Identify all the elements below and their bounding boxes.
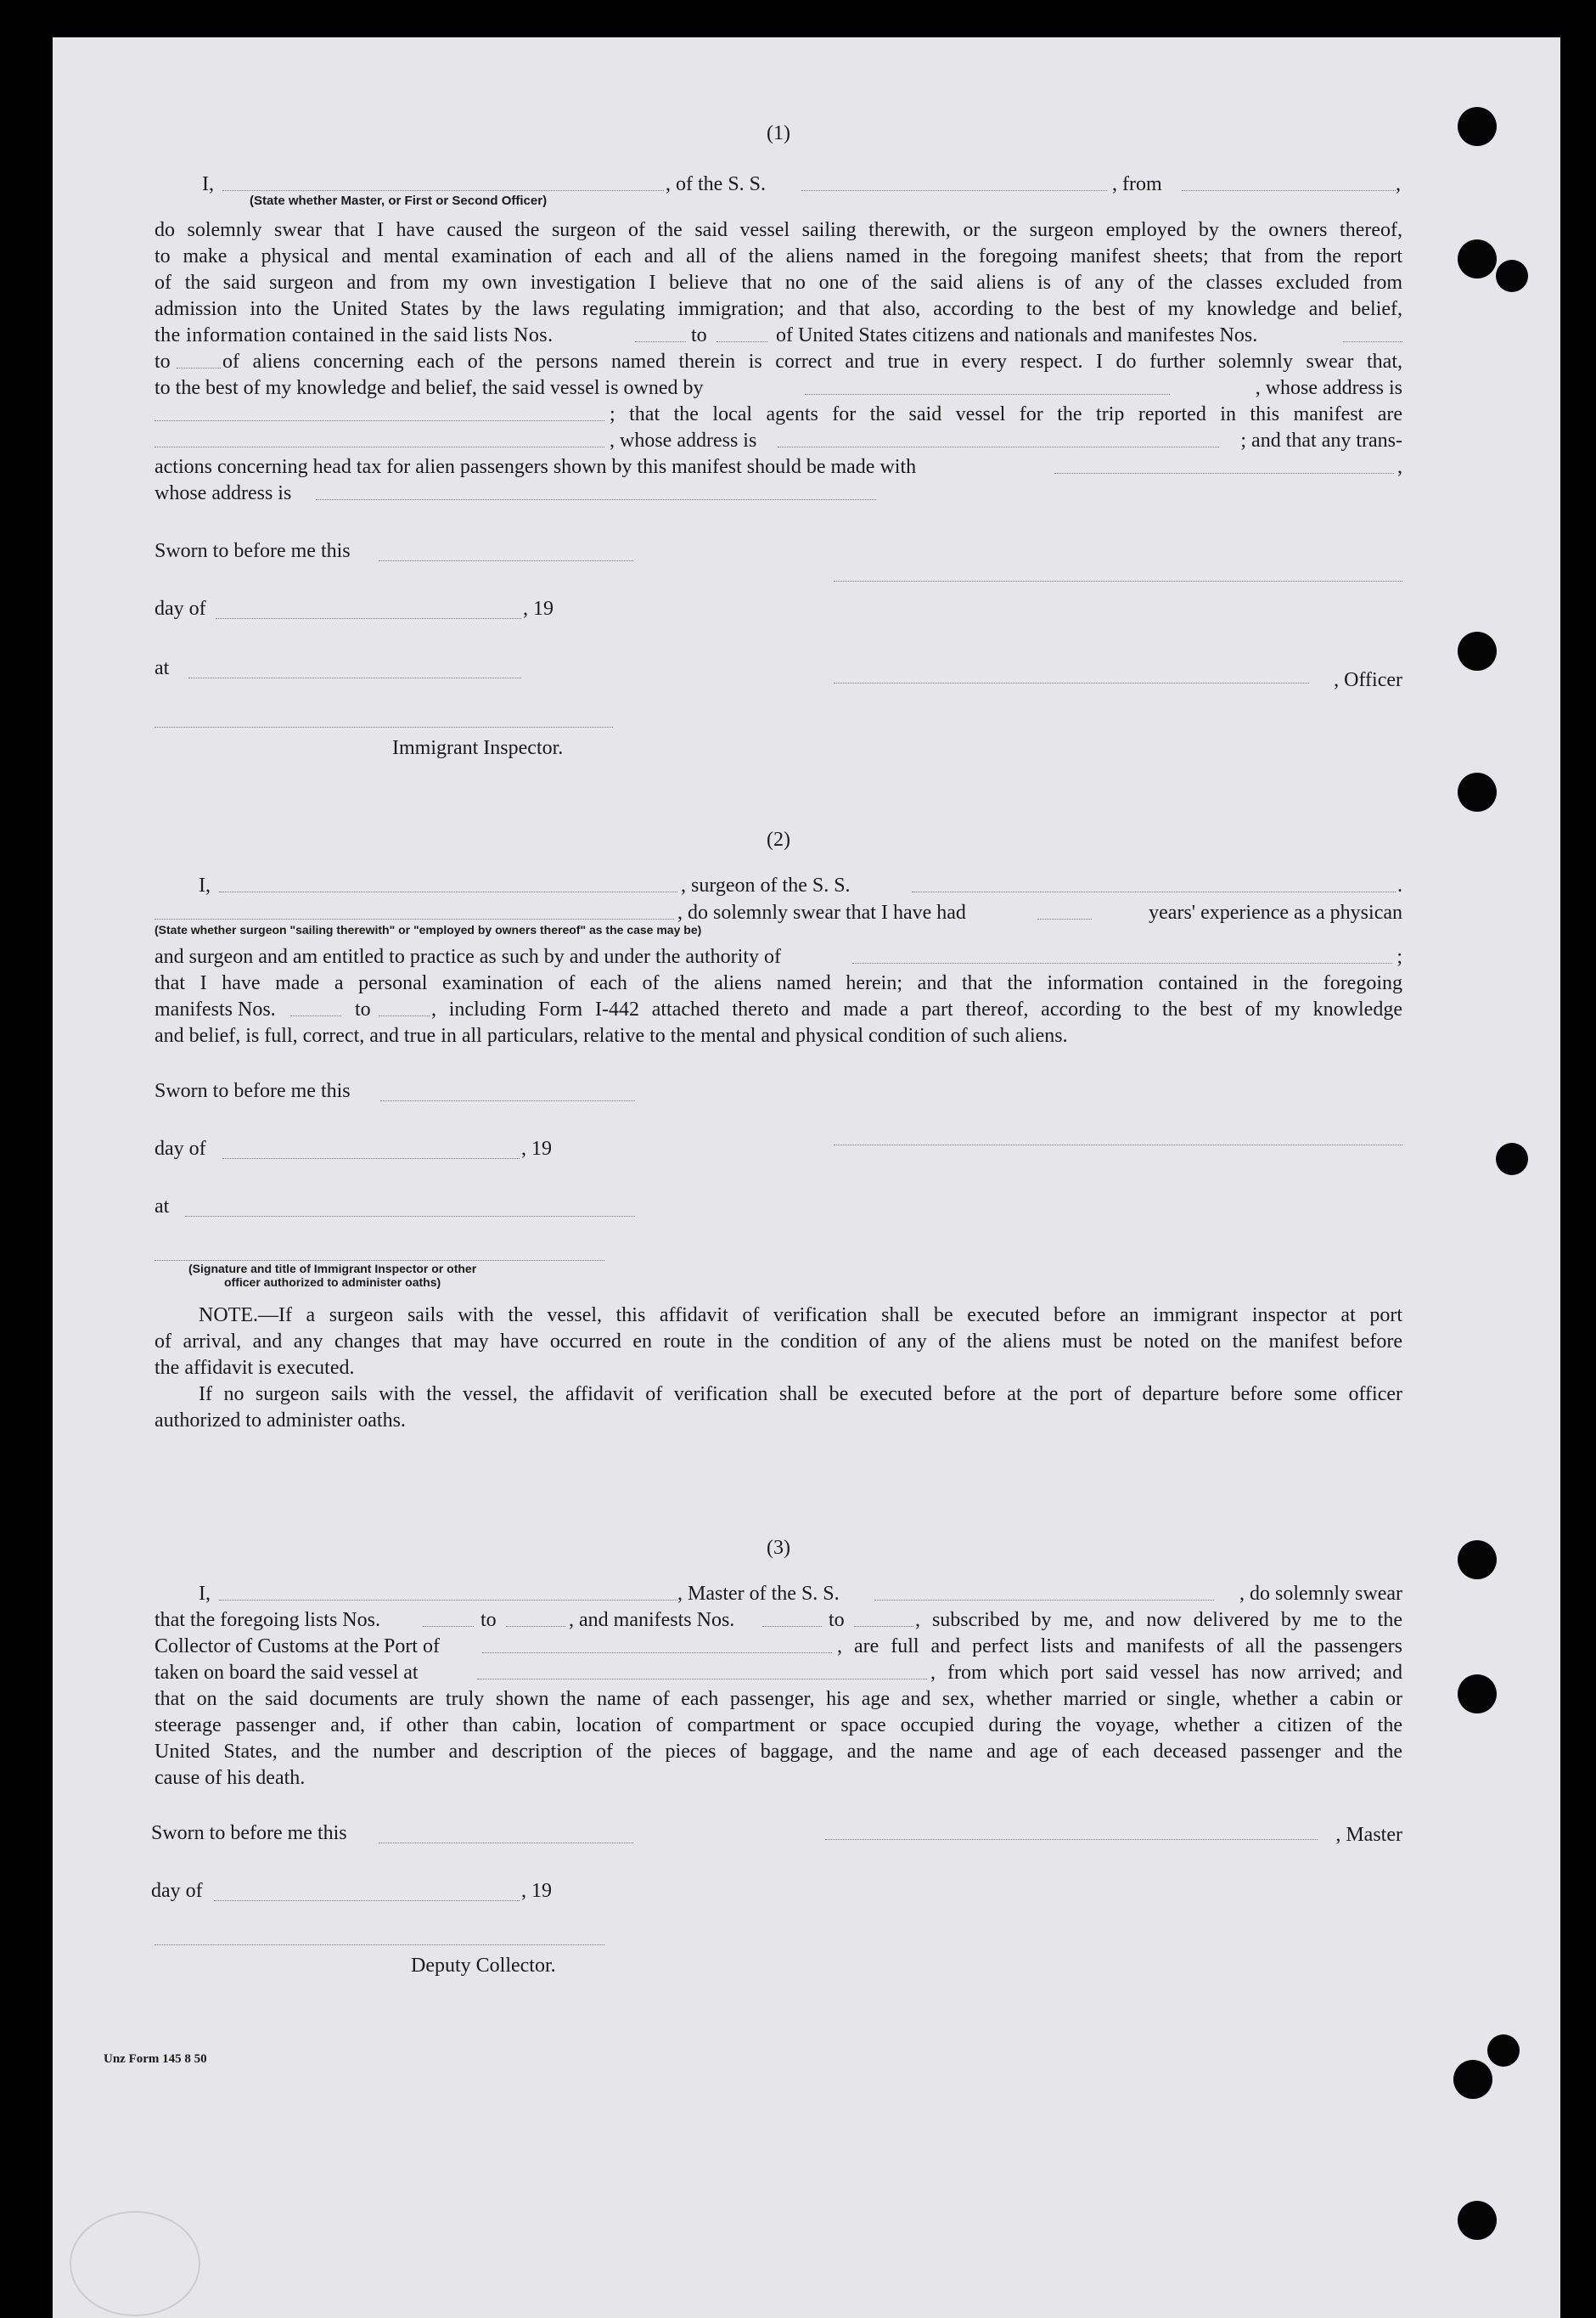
lists-from-field[interactable]: [423, 1611, 474, 1627]
embarkation-port-field[interactable]: [477, 1663, 927, 1679]
year-label: , 19: [521, 1880, 552, 1902]
manifests-to-field[interactable]: [379, 1000, 430, 1016]
surgeon-status-field[interactable]: [155, 903, 674, 920]
signature-note: (Signature and title of Immigrant Inspector or other officer authorized to administer oaths): [188, 1262, 477, 1289]
sworn-label: Sworn to before me this: [151, 1822, 347, 1844]
head-tax-contact-field[interactable]: [1054, 458, 1394, 474]
vessel-name-field[interactable]: [874, 1584, 1214, 1601]
inspector-signature-line[interactable]: [155, 727, 613, 728]
punch-hole: [1458, 773, 1497, 812]
oath-line: of the said surgeon and from my own investigation I believe that no one of the said aliens is of any of the classes excluded from: [155, 272, 1402, 294]
collector-signature-line[interactable]: [155, 1944, 604, 1945]
punch-hole: [1458, 2201, 1497, 2240]
section-3: (3) I, , Master of the S. S. , do solemnly swear that the foregoing lists Nos. to , and manifests Nos. to , subscribed by me, and now delivered by me to the Collector of Customs at the Port of , are full and perfect lists and manifests of all the passengers taken on board the said vessel at , from which port said vessel has now arrived; and that on the said documents are truly shown the name of each passenger, his age and sex, whether married or single, whether a cabin or steerage passenger and, if other than cabin, location of compartment or space occupied during the voyage, whether a citizen of the United States, and the number and description of the pieces of baggage, and the name and age of each deceased passenger and the cause of his death. Sworn to before me this , Master day of , 19 Deputy Collector.: [151, 1537, 1402, 1977]
day-field[interactable]: [214, 1885, 520, 1901]
officer-label: , Officer: [1334, 669, 1402, 691]
master-label: , Master: [1335, 1824, 1402, 1846]
year-label: , 19: [523, 598, 554, 620]
lists-to-field[interactable]: [506, 1611, 565, 1627]
year-label: , 19: [521, 1138, 552, 1160]
note-line: of arrival, and any changes that may have occurred en route in the condition of any of the aliens must be noted on the manifest before: [155, 1331, 1402, 1353]
officer-signature-line[interactable]: [834, 683, 1309, 684]
manifests-to-field[interactable]: [854, 1611, 913, 1627]
oath-line: that on the said documents are truly shown the name of each passenger, his age and sex, whether married or single, whether a cabin or: [155, 1688, 1402, 1710]
at-label: at: [155, 657, 170, 679]
punch-hole: [1453, 2060, 1492, 2099]
years-experience-field[interactable]: [1037, 903, 1092, 920]
section-number: (2): [767, 829, 790, 851]
sworn-date-field[interactable]: [379, 545, 633, 561]
vessel-name-field[interactable]: [801, 175, 1107, 191]
collector-label: Deputy Collector.: [411, 1955, 556, 1977]
punch-hole: [1458, 239, 1497, 278]
day-label: day of: [155, 598, 206, 620]
document-page: [53, 37, 1560, 2318]
punch-hole: [1496, 260, 1528, 292]
oath-line: that I have made a personal examination of each of the aliens named herein; and that the information contained in the foregoing: [155, 972, 1402, 994]
sworn-date-field[interactable]: [380, 1085, 635, 1101]
vessel-name-field[interactable]: [912, 876, 1396, 892]
punch-hole: [1487, 2034, 1520, 2067]
day-label: day of: [155, 1138, 206, 1160]
note-line: the affidavit is executed.: [155, 1357, 355, 1379]
master-name-field[interactable]: [219, 1584, 677, 1601]
authority-field[interactable]: [852, 948, 1392, 964]
oath-line: cause of his death.: [155, 1767, 306, 1789]
sworn-date-field[interactable]: [379, 1827, 633, 1843]
day-field[interactable]: [222, 1143, 520, 1159]
head-tax-address-field[interactable]: [316, 484, 876, 500]
lists-to-field[interactable]: [717, 326, 767, 342]
manifests-to-field[interactable]: [177, 352, 221, 369]
owner-field[interactable]: [805, 379, 1170, 395]
surgeon-name-field[interactable]: [219, 876, 677, 892]
day-label: day of: [151, 1880, 203, 1902]
name-field[interactable]: [222, 175, 664, 191]
from-port-field[interactable]: [1182, 175, 1396, 191]
oath-line: admission into the United States by the laws regulating immigration; and that also, according to the best of my knowledge and belief,: [155, 298, 1402, 320]
sworn-label: Sworn to before me this: [155, 1080, 351, 1102]
note-line: authorized to administer oaths.: [155, 1409, 406, 1432]
section-number: (1): [767, 122, 790, 144]
manifests-from-field[interactable]: [290, 1000, 341, 1016]
sworn-label: Sworn to before me this: [155, 540, 351, 562]
at-label: at: [155, 1196, 170, 1218]
oath-line: do solemnly swear that I have caused the surgeon of the said vessel sailing therewith, or the surgeon employed by the owners thereof,: [155, 219, 1402, 241]
oath-line: to make a physical and mental examination of each and all of the aliens named in the foregoing manifest sheets; that from the report: [155, 245, 1402, 267]
day-field[interactable]: [216, 603, 521, 619]
section-2: (2) I, , surgeon of the S. S. . , do solemnly swear that I have had years' experience as a physican (State whether surgeon "sailing therewith" or "employed by owners thereof" as the case may be) and surgeon and am entitled to practice as such by and under the authority of ; that I have made a personal examination of each of the aliens named herein; and that the information contained in the foregoing manifests Nos. to , including Form I-442 attached thereto and made a part thereof, according to the best of my knowledge and belief, is full, correct, and true in all particulars, relative to the mental and physical condition of such aliens. Sworn to before me this day of , 19 at (Signature and title of Immigrant Inspector or other officer authorized to administer oaths) NOTE.—If a surgeon sails with the vessel, this affidavit of verification shall be executed before an immigrant inspector at port of arrival, and any changes that may have occurred en route in the condition of any of the aliens must be noted on the manifest before the affidavit is executed. If no surgeon sails with the vessel, the affidavit of verification shall be executed before at the port of departure before some officer authorized to administer oaths.: [155, 829, 1402, 1432]
inspector-label: Immigrant Inspector.: [392, 737, 564, 759]
oath-line: steerage passenger and, if other than cabin, location of compartment or space occupied during the voyage, whether a citizen of the: [155, 1714, 1402, 1736]
inspector-signature-line[interactable]: [155, 1260, 604, 1261]
at-place-field[interactable]: [188, 662, 521, 678]
master-signature-line[interactable]: [834, 581, 1402, 582]
section-1: (1) I, , of the S. S. , from , (State whether Master, or First or Second Officer) do solemnly swear that I have caused the surgeon of the said vessel sailing therewith, or the surgeon employed by the owners thereof, to make a physical and mental examination of each and all of the aliens named in the foregoing manifest sheets; that from the report of the said surgeon and from my own investigation I believe that no one of the said aliens is of any of the classes excluded from admission into the United States by the laws regulating immigration; and that also, according to the best of my knowledge and belief, the information contained in the said lists Nos. to of United States citizens and nationals and manifestes Nos. to of aliens concerning each of the persons named therein is correct and true in every respect. I do further solemnly swear that, to the best of my knowledge and belief, the said vessel is owned by , whose address is ; that the local agents for the said vessel for the trip reported in this manifest are , whose address is ; and that any trans- actions concerning head tax for alien passengers shown by this manifest should be made with , whose address is Sworn to before me this day of , 19 at , Officer Immigrant Inspector.: [155, 122, 1402, 759]
agents-address-field[interactable]: [778, 431, 1219, 447]
manifests-from-field[interactable]: [762, 1611, 822, 1627]
agents-field[interactable]: [155, 431, 604, 447]
punch-hole: [1458, 632, 1497, 671]
port-field[interactable]: [482, 1637, 832, 1653]
punch-hole: [1458, 1674, 1497, 1713]
stamp-mark: [70, 2211, 200, 2316]
punch-hole: [1458, 1540, 1497, 1579]
punch-hole: [1458, 107, 1497, 146]
officer-note: (State whether Master, or First or Second Officer): [250, 194, 548, 208]
owner-address-field[interactable]: [155, 405, 604, 421]
lists-from-field[interactable]: [635, 326, 686, 342]
manifests-from-field[interactable]: [1343, 326, 1402, 342]
punch-hole: [1496, 1143, 1528, 1175]
oath-line: United States, and the number and description of the pieces of baggage, and the name and age of each deceased passenger and the: [155, 1741, 1402, 1763]
form-id: Unz Form 145 8 50: [104, 2052, 207, 2066]
oath-line: and belief, is full, correct, and true in all particulars, relative to the mental and physical condition of such aliens.: [155, 1025, 1068, 1047]
section-number: (3): [767, 1537, 790, 1559]
at-place-field[interactable]: [185, 1201, 635, 1217]
surgeon-note: (State whether surgeon "sailing therewith" or "employed by owners thereof" as the case may be): [155, 923, 702, 937]
master-signature-line[interactable]: [825, 1839, 1318, 1840]
